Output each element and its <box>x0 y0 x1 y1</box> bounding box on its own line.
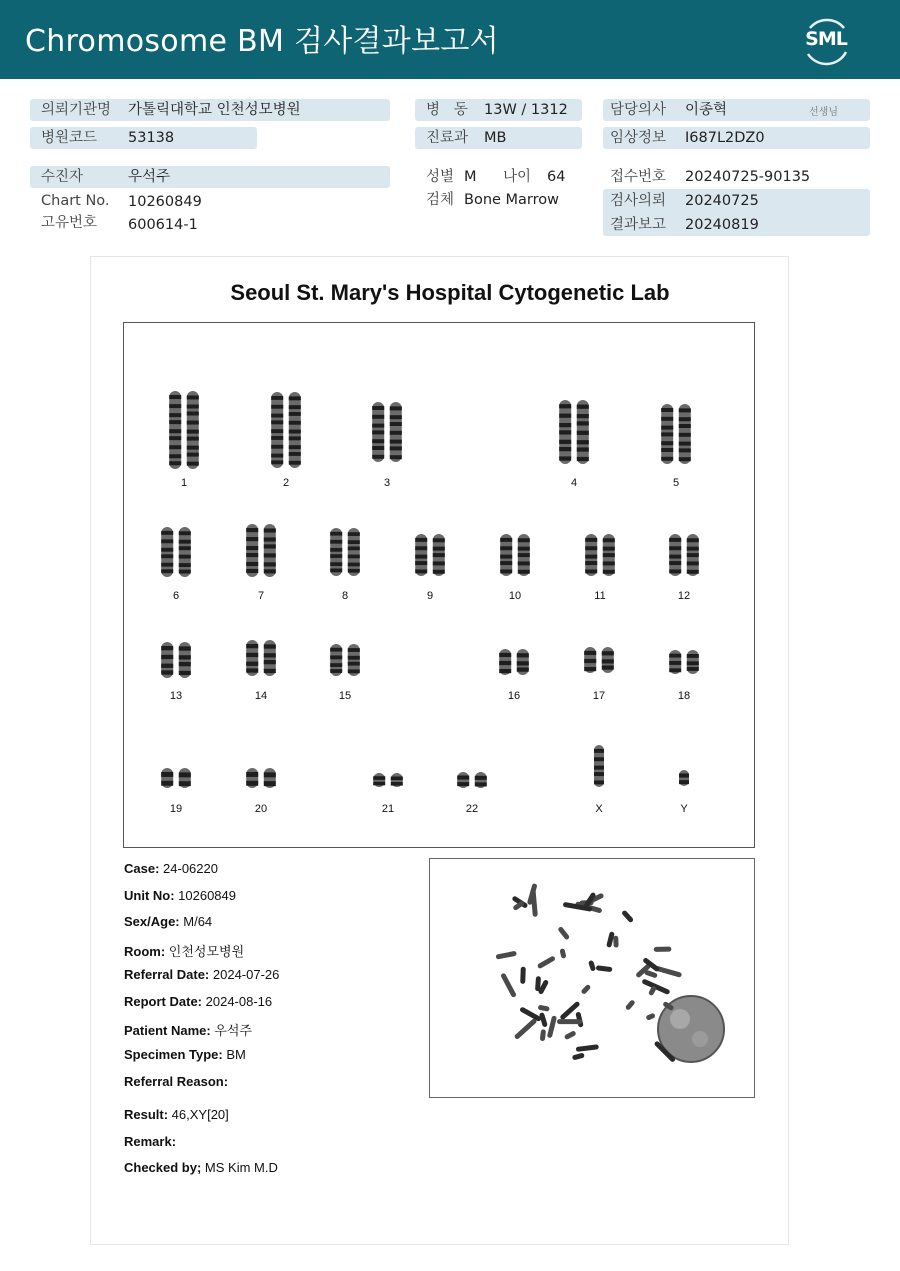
chromosome-17 <box>579 646 619 674</box>
karyotype-panel <box>123 322 755 848</box>
metaphase-image <box>429 858 755 1098</box>
doctor-value: 이종혁 <box>685 102 728 118</box>
chromosome-16 <box>494 648 534 676</box>
ward-label: 병 동 <box>426 102 468 118</box>
request-label: 검사의뢰 <box>610 193 667 209</box>
report-field <box>124 914 212 929</box>
chromosome-label: 11 <box>594 590 606 602</box>
report-field <box>124 1074 228 1089</box>
patient-label: 수진자 <box>41 169 84 185</box>
chromosome-label: 13 <box>169 690 183 702</box>
report-field <box>124 861 218 876</box>
chromosome-label: 4 <box>570 477 578 489</box>
report-field-key: Remark: <box>124 1134 177 1149</box>
report-field <box>124 1107 229 1122</box>
chromosome-label: 14 <box>254 690 268 702</box>
report-field-key: Sex/Age: <box>124 914 180 929</box>
report-field <box>124 1160 278 1175</box>
report-field <box>124 941 244 960</box>
clinical-label: 임상정보 <box>610 130 667 146</box>
chromosome-7 <box>241 523 281 578</box>
chromosome-label: 2 <box>282 477 290 489</box>
report-label: 결과보고 <box>610 217 667 233</box>
chromosome-Y <box>675 769 693 787</box>
chromosome-20 <box>241 767 281 789</box>
chromosome-label: 20 <box>254 803 268 815</box>
chromosome-label: X <box>595 803 603 815</box>
chromosome-8 <box>325 527 365 577</box>
chromosome-15 <box>325 643 365 677</box>
report-field-key: Report Date: <box>124 994 203 1009</box>
chromosome-21 <box>368 772 408 788</box>
receipt-value: 20240725-90135 <box>685 169 811 185</box>
doctor-label: 담당의사 <box>610 102 667 118</box>
patient-band <box>30 166 390 188</box>
unique-label: 고유번호 <box>41 215 98 231</box>
logo-text: SML <box>805 28 847 50</box>
receipt-label: 접수번호 <box>610 169 667 185</box>
request-value: 20240725 <box>685 193 759 209</box>
chromosome-label: 12 <box>677 590 691 602</box>
chromosome-label: 18 <box>677 690 691 702</box>
age-label: 나이 <box>503 169 532 185</box>
clinical-value: I687L2DZ0 <box>685 130 765 146</box>
chromosome-19 <box>156 767 196 789</box>
chromosome-14 <box>241 639 281 677</box>
chromosome-label: 17 <box>592 690 606 702</box>
chromosome-3 <box>367 401 407 463</box>
report-field <box>124 967 279 982</box>
ward-value: 13W / 1312 <box>484 102 568 118</box>
chromosome-label: 5 <box>672 477 680 489</box>
chromosome-6 <box>156 526 196 578</box>
report-field-value: 10260849 <box>174 888 236 903</box>
chromosome-18 <box>664 649 704 675</box>
report-field-key: Referral Reason: <box>124 1074 229 1089</box>
report-field-key: Unit No: <box>124 888 175 903</box>
chromosome-label: 6 <box>172 590 180 602</box>
report-field-value: M/64 <box>179 914 213 929</box>
report-field-value: 우석주 <box>210 1023 252 1038</box>
report-field-key: Referral Date: <box>124 967 210 982</box>
chart-value: 10260849 <box>128 194 202 210</box>
report-field-key: Checked by; <box>124 1160 202 1175</box>
chromosome-1 <box>164 390 204 470</box>
chromosome-2 <box>266 391 306 469</box>
chromosome-4 <box>554 399 594 465</box>
sex-value: M <box>464 169 477 185</box>
report-field <box>124 1047 246 1062</box>
chromosome-11 <box>580 533 620 577</box>
chart-label: Chart No. <box>41 193 110 209</box>
chromosome-X <box>590 744 608 788</box>
report-header <box>0 0 900 79</box>
chromosome-label: 15 <box>338 690 352 702</box>
chromosome-label: 9 <box>426 590 434 602</box>
unique-value: 600614-1 <box>128 217 198 233</box>
chromosome-label: 8 <box>341 590 349 602</box>
report-field-value: 2024-08-16 <box>202 994 273 1009</box>
report-field-key: Result: <box>124 1107 169 1122</box>
hospital-code-label: 병원코드 <box>41 130 98 146</box>
chromosome-13 <box>156 641 196 679</box>
report-field <box>124 1020 252 1039</box>
report-field-key: Room: <box>124 944 166 959</box>
chromosome-label: 19 <box>169 803 183 815</box>
chromosome-10 <box>495 533 535 577</box>
report-field-key: Specimen Type: <box>124 1047 223 1062</box>
chromosome-5 <box>656 403 696 465</box>
sml-logo <box>800 14 852 66</box>
chromosome-label: Y <box>680 803 688 815</box>
report-field-value: 24-06220 <box>159 861 218 876</box>
report-field <box>124 1134 176 1149</box>
report-field-key: Case: <box>124 861 160 876</box>
report-field <box>124 888 236 903</box>
report-field <box>124 994 272 1009</box>
sex-label: 성별 <box>426 169 455 185</box>
report-field-value: 2024-07-26 <box>209 967 280 982</box>
hospital-code-value: 53138 <box>128 130 175 146</box>
report-field-value: 46,XY[20] <box>168 1107 229 1122</box>
chromosome-label: 22 <box>465 803 479 815</box>
chromosome-9 <box>410 533 450 577</box>
lab-title: Seoul St. Mary's Hospital Cytogenetic Lab <box>230 280 670 305</box>
department-label: 진료과 <box>426 130 469 146</box>
department-value: MB <box>484 130 507 146</box>
report-field-value: 인천성모병원 <box>165 944 245 959</box>
chromosome-label: 1 <box>180 477 188 489</box>
chromosome-label: 3 <box>383 477 391 489</box>
page-title: Chromosome BM 검사결과보고서 <box>25 24 499 59</box>
specimen-value: Bone Marrow <box>464 192 560 208</box>
chromosome-label: 16 <box>507 690 521 702</box>
report-value: 20240819 <box>685 217 759 233</box>
chromosome-12 <box>664 533 704 577</box>
requester-value: 가톨릭대학교 인천성모병원 <box>128 102 301 118</box>
patient-value: 우석주 <box>128 169 171 185</box>
chromosome-label: 10 <box>508 590 522 602</box>
report-field-value: BM <box>222 1047 246 1062</box>
doctor-suffix: 선생님 <box>809 107 838 118</box>
requester-label: 의뢰기관명 <box>41 102 112 118</box>
chromosome-label: 7 <box>257 590 265 602</box>
report-field-key: Patient Name: <box>124 1023 211 1038</box>
specimen-label: 검체 <box>426 192 455 208</box>
age-value: 64 <box>547 169 566 185</box>
chromosome-label: 21 <box>381 803 395 815</box>
chromosome-22 <box>452 771 492 789</box>
report-field-value: MS Kim M.D <box>201 1160 278 1175</box>
